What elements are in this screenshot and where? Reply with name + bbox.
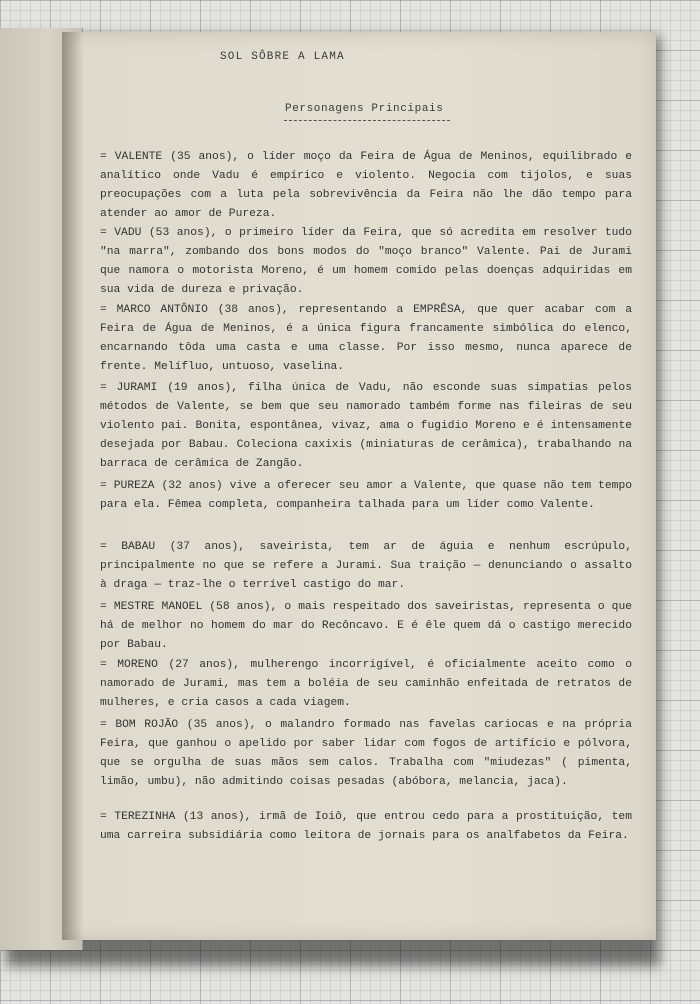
character-entry-terezinha: = TEREZINHA (13 anos), irmã de Ioiô, que entrou cedo para a prostituição, tem uma carreira subsidiária como leitora de jornais para os analfabetos da Feira. [100, 811, 632, 842]
character-entry-mestre-manoel: = MESTRE MANOEL (58 anos), o mais respeitado dos saveiristas, representa o que há de melhor no homem do mar do Recôncavo. E é êle quem dá o castigo merecido por Babau. [100, 601, 632, 651]
character-entry-marco-antonio: = MARCO ANTÔNIO (38 anos), representando a EMPRÊSA, que quer acabar com a Feira de Água de Meninos, é a única figura francamente simbólica do elenco, encarnando tôda uma casta e uma classe. Por isso mesmo, nunca aparece de frente. Melífluo, untuoso, vaselina. [100, 304, 632, 373]
heading-underline [284, 120, 450, 121]
character-entry-bom-rojao: = BOM ROJÃO (35 anos), o malandro formado nas favelas cariocas e na própria Feira, que ganhou o apelido por saber lidar com fogos de artifício e pólvora, que se orgulha de suas mãos sem calos. Trabalha com "miudezas" ( pimenta, limão, umbu), não admitindo coisas pesadas (abóbora, melancia, jaca). [100, 719, 632, 788]
page-gutter-shade [62, 32, 84, 940]
character-entry-babau: = BABAU (37 anos), saveirista, tem ar de águia e nenhum escrúpulo, principalmente no que se refere a Jurami. Sua traição — denunciando o assalto à draga — traz-lhe o terrível castigo do mar. [100, 541, 632, 591]
document-title: SOL SÔBRE A LAMA [220, 51, 345, 63]
character-entry-pureza: = PUREZA (32 anos) vive a oferecer seu amor a Valente, que quase não tem tempo para ela. Fêmea completa, companheira talhada para um líder como Valente. [100, 480, 632, 511]
character-entry-valente: = VALENTE (35 anos), o líder moço da Feira de Água de Meninos, equilibrado e analítico onde Vadu é empírico e violento. Negocia com tijolos, e suas preocupações com a luta pela sobrevivência da Feira não lhe dão tempo para atender ao amor de Pureza. [100, 151, 632, 220]
character-entry-jurami: = JURAMI (19 anos), filha única de Vadu, não esconde suas simpatias pelos métodos de Valente, se bem que seu namorado também forme nas fileiras de seu violento pai. Bonita, espontânea, vivaz, ama o fugidio Moreno e é intensamente desejada por Babau. Coleciona caxixis (miniaturas de cerâmica), trabalhando na barraca de cerâmica de Zangão. [100, 382, 632, 470]
section-heading: Personagens Principais [285, 103, 444, 115]
character-entry-moreno: = MORENO (27 anos), mulherengo incorrigível, é oficialmente aceito como o namorado de Jurami, mas tem a boléia de seu caminhão enfeitada de retratos de mulheres, e cria casos a cada viagem. [100, 659, 632, 709]
character-entry-vadu: = VADU (53 anos), o primeiro líder da Feira, que só acredita em resolver tudo "na marra", zombando dos bons modos do "moço branco" Valente. Pai de Jurami que namora o motorista Moreno, é um homem comido pelas doenças adquiridas em sua vida de dureza e privação. [100, 227, 632, 296]
